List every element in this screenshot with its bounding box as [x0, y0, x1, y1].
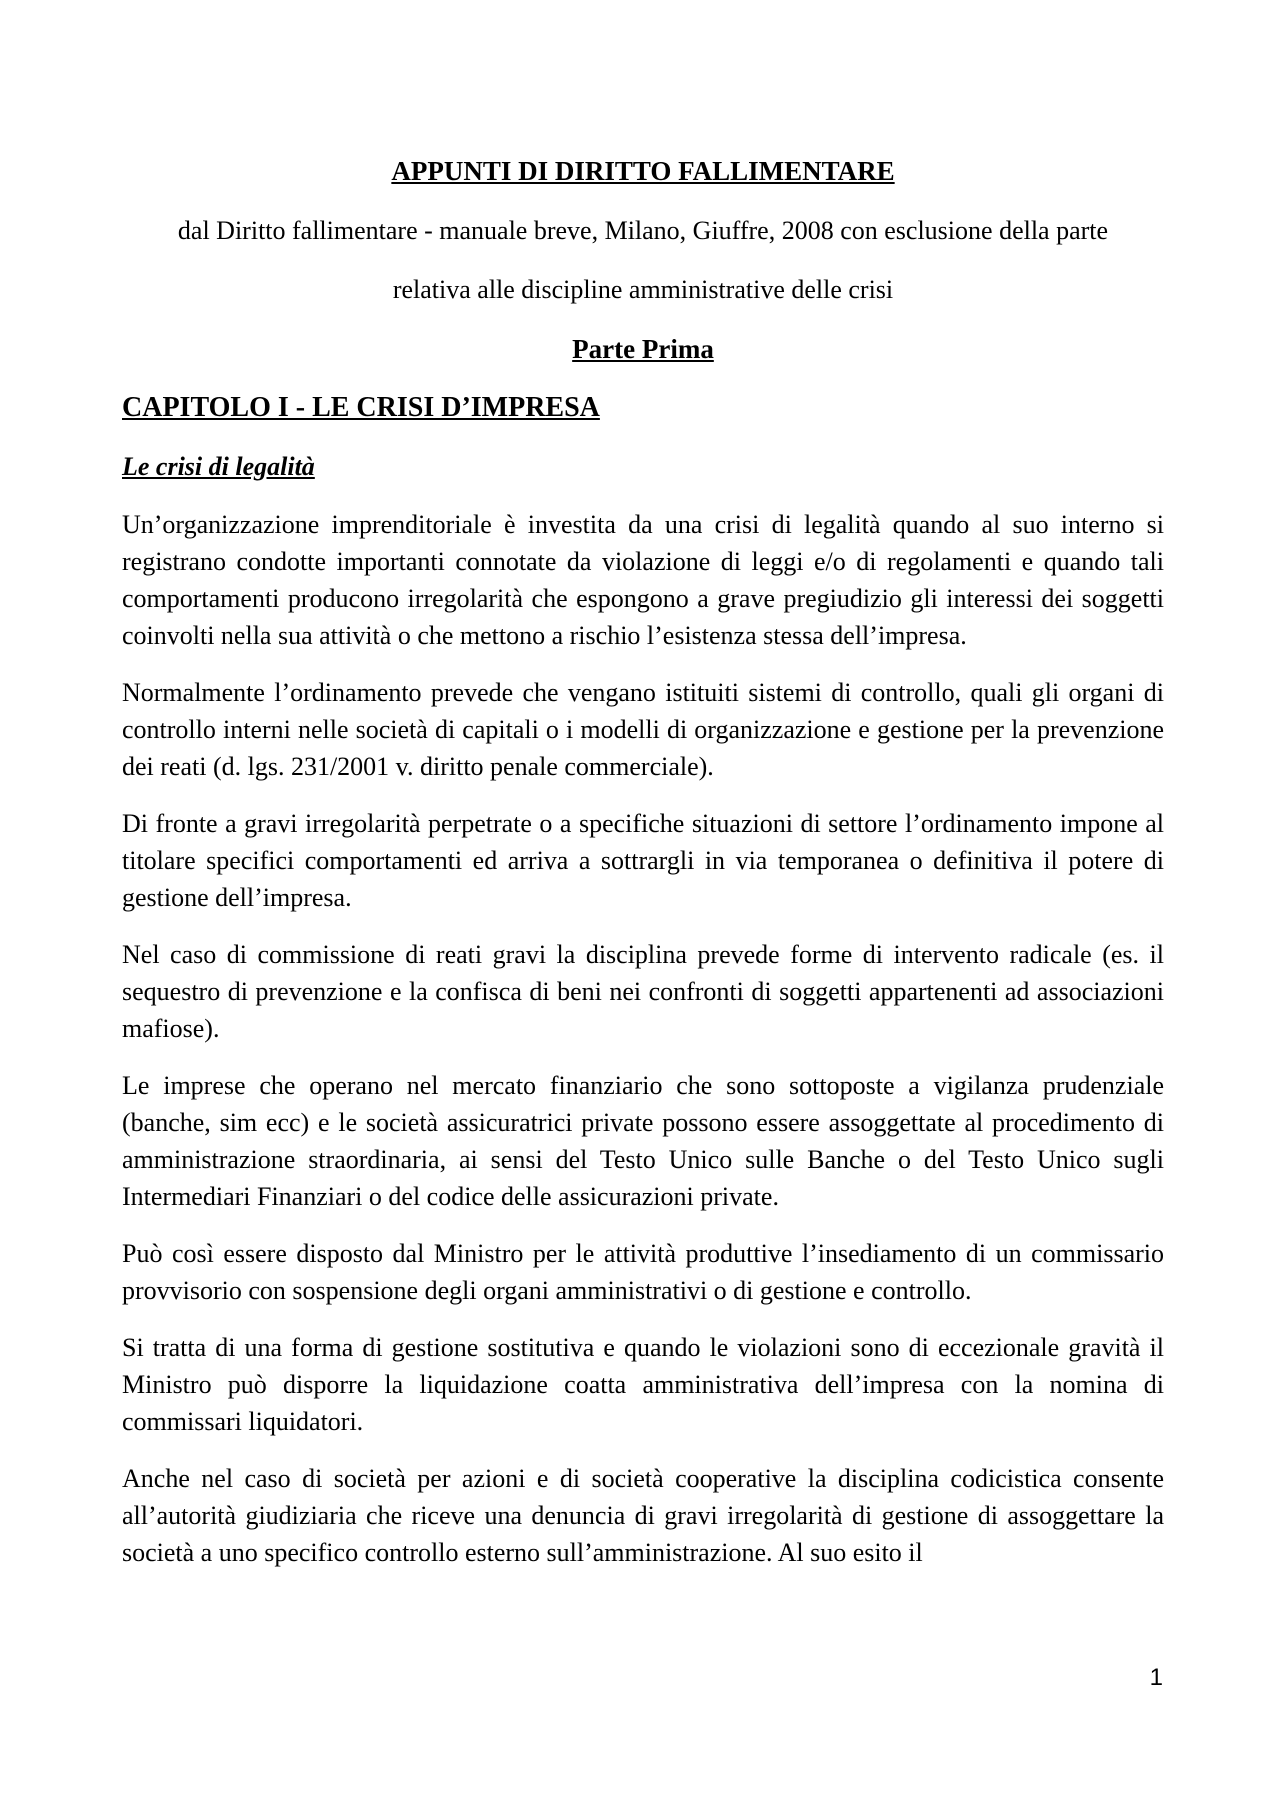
chapter-title: CAPITOLO I - LE CRISI D’IMPRESA	[122, 392, 600, 423]
document-subtitle-line-2: relativa alle discipline amministrative delle crisi	[392, 275, 894, 304]
page-number: 1	[1149, 1664, 1163, 1691]
document-subtitle-line-1: dal Diritto fallimentare - manuale breve, Milano, Giuffre, 2008 con esclusione della parte	[177, 216, 1109, 245]
body-paragraph: Nel caso di commissione di reati gravi la disciplina prevede forme di intervento radicale (es. il sequestro di prevenzione e la confisca di beni nei confronti di soggetti appartenenti ad associazioni mafiose).	[122, 940, 1164, 1043]
body-paragraph: Un’organizzazione imprenditoriale è investita da una crisi di legalità quando al suo interno si registrano condotte importanti connotate da violazione di leggi e/o di regolamenti e quando tali comportamenti producono irregolarità che espongono a grave pregiudizio gli interessi dei soggetti coinvolti nella sua attività o che mettono a rischio l’esistenza stessa dell’impresa.	[122, 510, 1164, 650]
body-paragraph: Normalmente l’ordinamento prevede che vengano istituiti sistemi di controllo, quali gli organi di controllo interni nelle società di capitali o i modelli di organizzazione e gestione per la prevenzione dei reati (d. lgs. 231/2001 v. diritto penale commerciale).	[122, 678, 1164, 781]
document-title: APPUNTI DI DIRITTO FALLIMENTARE	[391, 156, 895, 186]
body-paragraph: Anche nel caso di società per azioni e di società cooperative la disciplina codicistica consente all’autorità giudiziaria che riceve una denuncia di gravi irregolarità di gestione di assoggettare la società a uno specifico controllo esterno sull’amministrazione. Al suo esito il	[122, 1464, 1164, 1567]
page-content	[122, 152, 1164, 1571]
body-paragraph: Di fronte a gravi irregolarità perpetrate o a specifiche situazioni di settore l’ordinamento impone al titolare specifici comportamenti ed arriva a sottrargli in via temporanea o definitiva il potere di gestione dell’impresa.	[122, 809, 1164, 912]
part-title: Parte Prima	[572, 334, 714, 364]
body-paragraph: Può così essere disposto dal Ministro per le attività produttive l’insediamento di un commissario provvisorio con sospensione degli organi amministrativi o di gestione e controllo.	[122, 1239, 1164, 1305]
body-paragraph: Si tratta di una forma di gestione sostitutiva e quando le violazioni sono di eccezionale gravità il Ministro può disporre la liquidazione coatta amministrativa dell’impresa con la nomina di commissari liquidatori.	[122, 1333, 1164, 1436]
section-title: Le crisi di legalità	[122, 452, 315, 481]
body-paragraph: Le imprese che operano nel mercato finanziario che sono sottoposte a vigilanza prudenziale (banche, sim ecc) e le società assicuratrici private possono essere assoggettate al procedimento di amministrazione straordinaria, ai sensi del Testo Unico sulle Banche o del Testo Unico sugli Intermediari Finanziari o del codice delle assicurazioni private.	[122, 1071, 1164, 1211]
